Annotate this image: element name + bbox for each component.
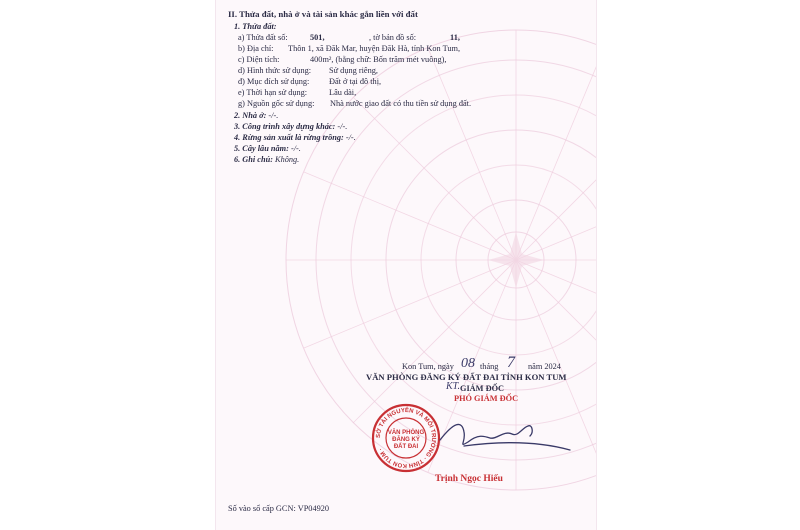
registry-line	[228, 504, 329, 514]
origin-label: g) Nguồn gốc sử dụng:	[238, 99, 315, 108]
seal-center-line-3: ĐẤT ĐAI	[393, 444, 419, 450]
date-day: 08	[461, 356, 475, 371]
area-label: c) Diện tích:	[238, 55, 280, 64]
parcel-number: 501,	[310, 33, 325, 42]
notes-heading: 6. Ghi chú:	[234, 155, 273, 164]
seal-center-line-2: ĐĂNG KÝ	[392, 437, 420, 443]
house-row	[234, 111, 278, 121]
construction-value: -/-.	[337, 122, 348, 131]
term-value: Lâu dài,	[329, 88, 357, 97]
registry-value: VP04920	[297, 504, 330, 513]
forest-row	[234, 133, 356, 143]
official-seal	[370, 402, 442, 474]
signer-name: Trịnh Ngọc Hiếu	[435, 474, 503, 484]
address-value: Thôn 1, xã Đăk Mar, huyện Đăk Hà, tỉnh Kon Tum,	[288, 44, 461, 53]
date-month: 7	[507, 354, 515, 371]
notes-row	[234, 155, 299, 165]
map-number: 11,	[450, 33, 460, 42]
registry-label: Số vào sổ cấp GCN:	[228, 504, 296, 513]
notes-value: Không.	[275, 155, 300, 164]
parcel-label: a) Thửa đất số:	[238, 33, 288, 42]
purpose-label: đ) Mục đích sử dụng:	[238, 77, 310, 86]
use-form-label: d) Hình thức sử dụng:	[238, 66, 312, 75]
deputy-title: PHÓ GIÁM ĐỐC	[454, 394, 519, 403]
date-year: năm 2024	[528, 362, 561, 371]
perennial-value: -/-.	[290, 144, 301, 153]
house-heading: 2. Nhà ở:	[234, 111, 267, 120]
kt-prefix: KT.	[446, 381, 460, 392]
perennial-heading: 5. Cây lâu năm:	[234, 144, 289, 153]
seal-center-line-1: VĂN PHÒNG	[387, 430, 425, 436]
handwritten-signature	[434, 412, 574, 460]
certificate-page	[216, 0, 596, 530]
seal-outer-text: SỞ TÀI NGUYÊN VÀ MÔI TRƯỜNG · TỈNH KON TUM ·	[375, 407, 437, 469]
land-heading: 1. Thửa đất:	[234, 22, 277, 31]
house-value: -/-.	[268, 111, 279, 120]
construction-row	[234, 122, 347, 132]
date-place: Kon Tum, ngày	[402, 362, 454, 371]
purpose-value: Đất ở tại đô thị,	[329, 77, 382, 86]
date-month-label: tháng	[480, 362, 499, 371]
term-label: e) Thời hạn sử dụng:	[238, 88, 308, 97]
forest-heading: 4. Rừng sản xuất là rừng trồng:	[234, 133, 344, 142]
use-form-value: Sử dụng riêng,	[329, 66, 378, 75]
forest-value: -/-.	[345, 133, 356, 142]
section-heading: II. Thửa đất, nhà ở và tài sản khác gắn liền với đất	[228, 9, 418, 19]
office-name: VĂN PHÒNG ĐĂNG KÝ ĐẤT ĐAI TỈNH KON TUM	[366, 372, 567, 382]
address-label: b) Địa chỉ:	[238, 44, 274, 53]
map-label: , tờ bản đồ số:	[369, 33, 417, 42]
construction-heading: 3. Công trình xây dựng khác:	[234, 122, 336, 131]
director-title: GIÁM ĐỐC	[460, 384, 505, 393]
area-value: 400m², (bằng chữ: Bốn trăm mét vuông),	[310, 55, 447, 64]
origin-value: Nhà nước giao đất có thu tiền sử dụng đất.	[330, 99, 472, 108]
perennial-row	[234, 144, 301, 154]
